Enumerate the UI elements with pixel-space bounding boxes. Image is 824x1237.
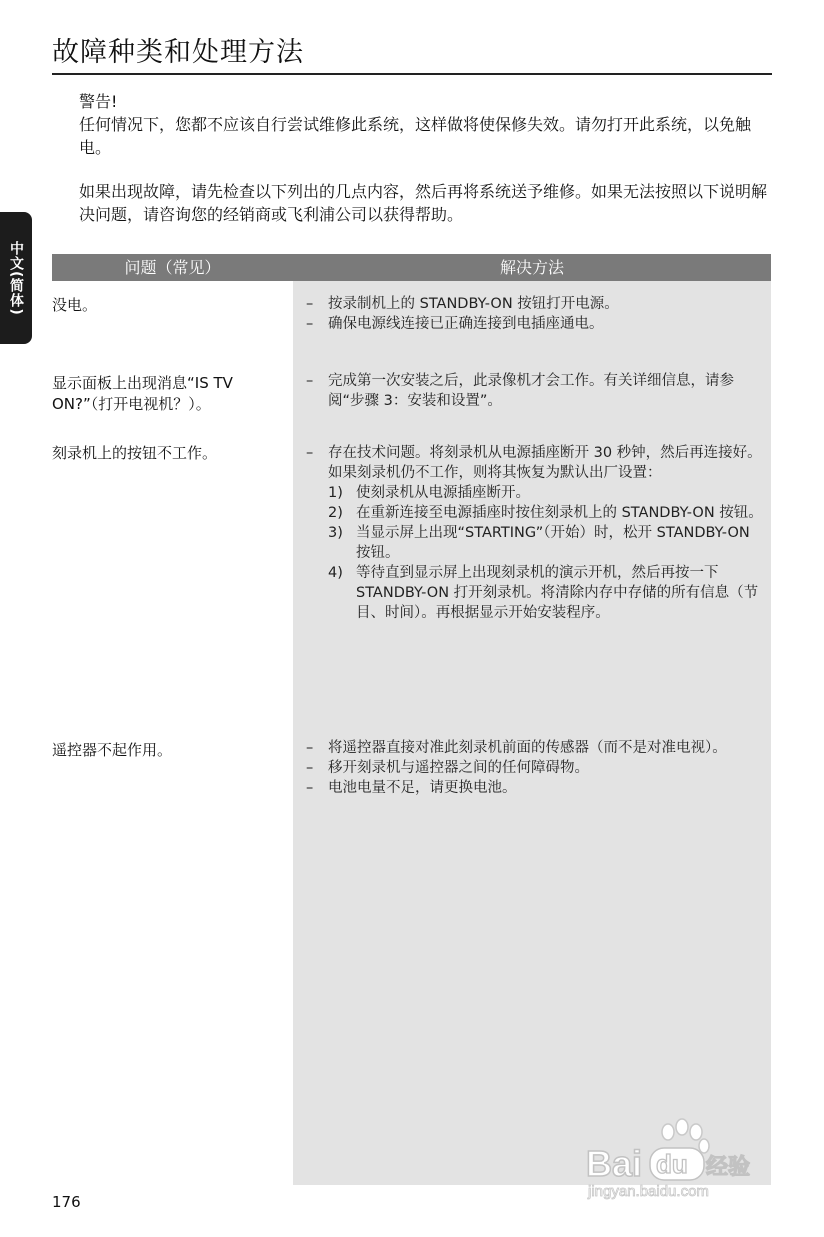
- reset-step: 2) 在重新连接至电源插座时按住刻录机上的 STANDBY-ON 按钮。: [328, 505, 763, 521]
- problem-is-tv-on: 显示面板上出现消息“IS TV ON?”（打开电视机？）。: [52, 374, 233, 413]
- watermark-cn: 经验: [706, 1155, 751, 1180]
- problem-buttons-not-working: 刻录机上的按钮不工作。: [52, 444, 218, 462]
- baidu-jingyan-watermark: [584, 1118, 774, 1200]
- problem-remote-not-working: 遥控器不起作用。: [52, 741, 173, 759]
- problem-column-header: 问题（常见）: [124, 258, 221, 277]
- solution-no-power: [306, 294, 766, 334]
- solution-item: – 存在技术问题。将刻录机从电源插座断开 30 秒钟，然后再连接好。如果刻录机仍不工作，则将其恢复为默认出厂设置：: [306, 445, 762, 481]
- watermark-url: jingyan.baidu.com: [588, 1183, 709, 1200]
- svg-text:du: du: [656, 1149, 688, 1179]
- solution-column-background: [293, 281, 771, 1185]
- solution-item: – 移开刻录机与遥控器之间的任何障碍物。: [306, 760, 589, 776]
- solution-item: – 按录制机上的 STANDBY-ON 按钮打开电源。: [306, 296, 619, 312]
- solution-buttons-not-working: [306, 443, 766, 623]
- solution-item: – 确保电源线连接已正确连接到电插座通电。: [306, 316, 604, 332]
- intro-paragraph: 如果出现故障，请先检查以下列出的几点内容，然后再将系统送予维修。如果无法按照以下说明解决问题，请咨询您的经销商或飞利浦公司以获得帮助。: [79, 182, 768, 224]
- warning-text: 任何情况下，您都不应该自行尝试维修此系统，这样做将使保修失效。请勿打开此系统，以免触电。: [79, 115, 752, 157]
- solution-is-tv-on: [306, 371, 766, 411]
- page-title: 故障种类和处理方法: [52, 37, 304, 68]
- solution-item: – 完成第一次安装之后，此录像机才会工作。有关详细信息，请参阅“步骤 3：安装和设置”。: [306, 373, 734, 409]
- reset-step: 1) 使刻录机从电源插座断开。: [328, 485, 530, 501]
- solution-column-header: 解决方法: [499, 258, 564, 277]
- solution-item: – 电池电量不足，请更换电池。: [306, 780, 517, 796]
- language-tab: [0, 212, 32, 344]
- warning-block: [79, 90, 769, 159]
- solution-remote-not-working: [306, 738, 766, 798]
- watermark-brand: Bai: [586, 1143, 643, 1184]
- solution-item: – 将遥控器直接对准此刻录机前面的传感器（而不是对准电视）。: [306, 740, 727, 756]
- reset-step: 3) 当显示屏上出现“STARTING”（开始）时，松开 STANDBY-ON 按钮。: [328, 525, 750, 561]
- page-number: 176: [52, 1193, 81, 1211]
- title-divider: [52, 73, 772, 75]
- watermark-paw-badge: [650, 1148, 704, 1180]
- warning-heading: 警告!: [79, 92, 118, 111]
- language-tab-label: 中文(简体): [8, 240, 24, 316]
- reset-step: 4) 等待直到显示屏上出现刻录机的演示开机，然后再按一下 STANDBY-ON 打开刻录机。将清除内存中存储的所有信息（节目、时间）。再根据显示开始安装程序。: [328, 565, 759, 621]
- problem-no-power: 没电。: [52, 296, 98, 314]
- table-header: [52, 254, 771, 281]
